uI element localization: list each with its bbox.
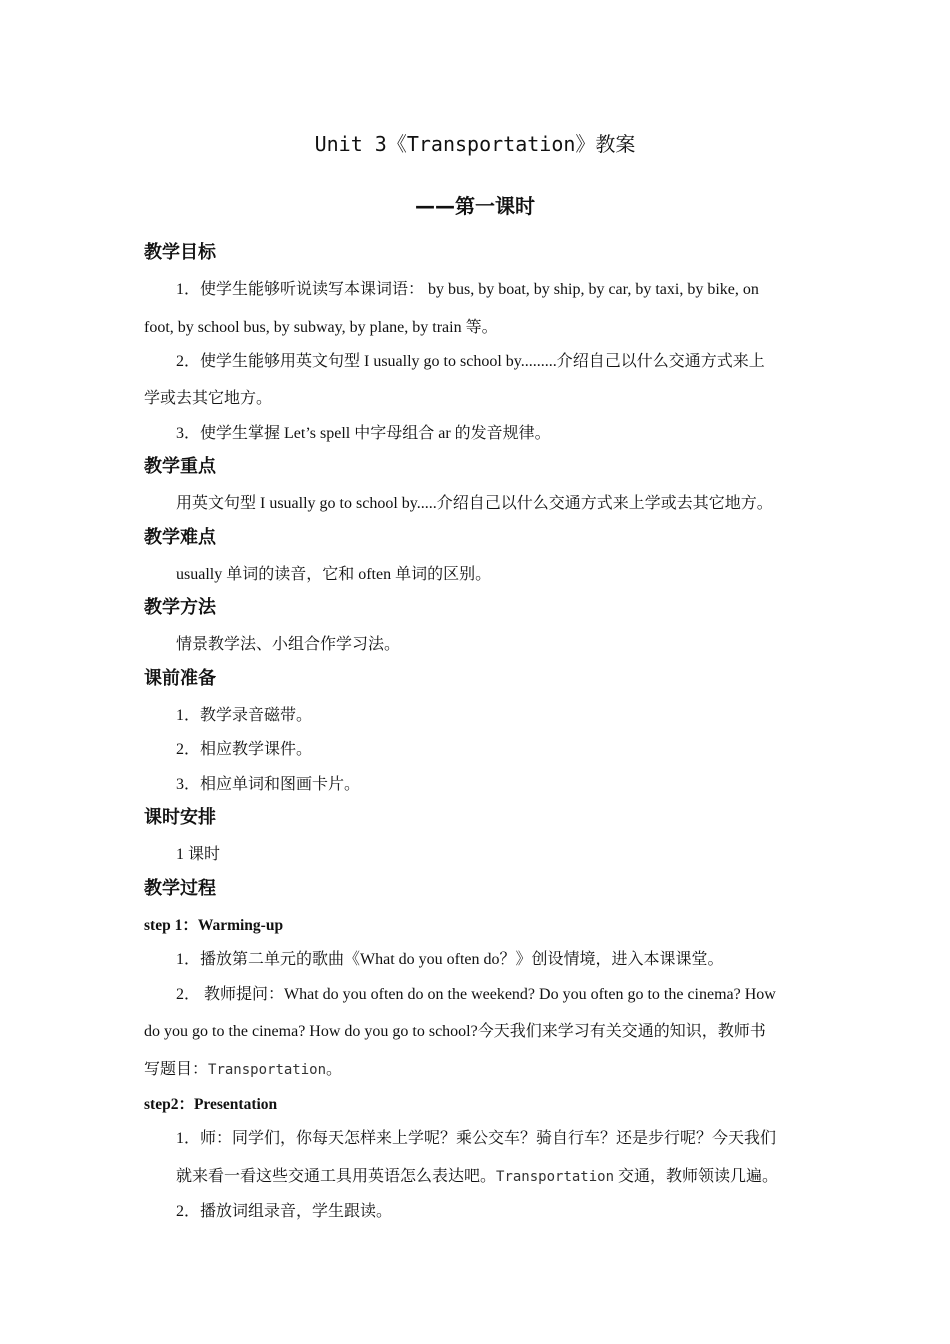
key-points-text: 用英文句型 I usually go to school by.....介绍自己以什么交通方式来上学或去其它地方。 <box>176 495 773 512</box>
goal-item-2-line-2: 学或去其它地方。 <box>144 390 273 407</box>
section-heading-key-points: 教学重点 <box>144 456 216 477</box>
document-subtitle: ——第一课时 <box>415 194 535 218</box>
goal-item-3: 3．使学生掌握 Let’s spell 中字母组合 ar 的发音规律。 <box>176 425 551 442</box>
section-heading-goals: 教学目标 <box>144 242 216 263</box>
section-heading-preparation: 课前准备 <box>144 668 216 689</box>
goal-item-1-line-2: foot, by school bus, by subway, by plane, by train 等。 <box>144 319 498 336</box>
preparation-item-1: 1．教学录音磁带。 <box>176 707 313 724</box>
goal-item-2-line-1: 2．使学生能够用英文句型 I usually go to school by.........介绍自己以什么交通方式来上 <box>176 353 765 370</box>
step-1-item-2-line-2: do you go to the cinema? How do you go to school?今天我们来学习有关交通的知识，教师书 <box>144 1023 766 1040</box>
step-1-item-2-line-1: 2． 教师提问：What do you often do on the weekend? Do you often go to the cinema? How <box>176 986 776 1003</box>
methods-text: 情景教学法、小组合作学习法。 <box>176 636 401 653</box>
document-title: Unit 3《Transportation》教案 <box>314 132 636 156</box>
step-1-item-2-line-3 <box>144 1060 342 1080</box>
step-2-item-1-line-1: 1．师：同学们，你每天怎样来上学呢？乘公交车？骑自行车？还是步行呢？今天我们 <box>176 1130 777 1147</box>
preparation-item-3: 3．相应单词和图画卡片。 <box>176 776 361 793</box>
step-2-item-1-line-2-prefix: 就来看一看这些交通工具用英语怎么表达吧。 <box>176 1168 497 1185</box>
step-1-item-1: 1．播放第二单元的歌曲《What do you often do？》创设情境，进入本课课堂。 <box>176 951 724 968</box>
step-1-item-2-line-3-suffix: 。 <box>326 1061 343 1078</box>
step-2-item-2: 2．播放词组录音，学生跟读。 <box>176 1203 393 1220</box>
step-2-item-1-line-2 <box>176 1167 778 1187</box>
transportation-word: Transportation <box>496 1169 615 1185</box>
section-heading-schedule: 课时安排 <box>144 807 216 828</box>
step-2-label: step2：Presentation <box>144 1096 278 1113</box>
step-2-item-1-line-2-suffix: 交通，教师领读几遍。 <box>614 1168 779 1185</box>
step-1-label: step 1：Warming-up <box>144 917 284 934</box>
schedule-text: 1 课时 <box>176 846 221 863</box>
section-heading-process: 教学过程 <box>144 878 216 899</box>
section-heading-methods: 教学方法 <box>144 597 216 618</box>
section-heading-difficulties: 教学难点 <box>144 527 216 548</box>
preparation-item-2: 2．相应教学课件。 <box>176 741 313 758</box>
transportation-word: Transportation <box>208 1062 327 1078</box>
step-1-item-2-line-3-prefix: 写题目： <box>144 1061 209 1078</box>
goal-item-1-line-1: 1．使学生能够听说读写本课词语： by bus, by boat, by ship, by car, by taxi, by bike, on <box>176 281 759 298</box>
difficulties-text: usually 单词的读音，它和 often 单词的区别。 <box>176 566 492 583</box>
